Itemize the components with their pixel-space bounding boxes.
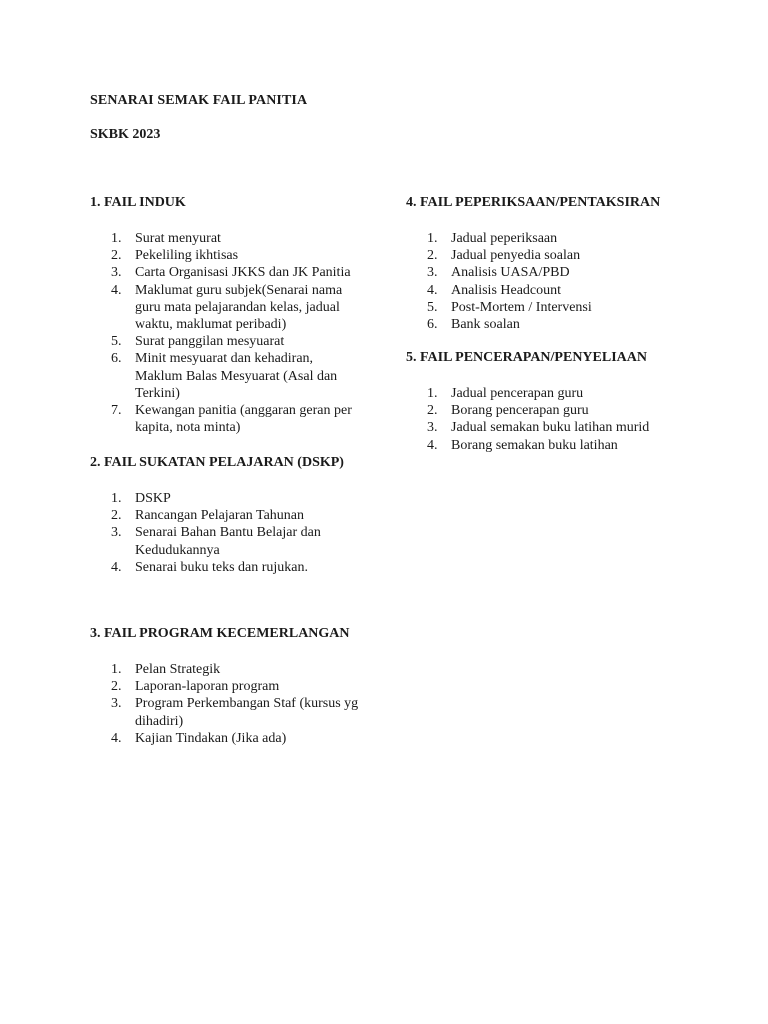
item-text: Carta Organisasi JKKS dan JK Panitia — [135, 265, 351, 281]
item-number: 3. — [427, 265, 438, 281]
list-item — [90, 695, 380, 729]
list-item — [90, 661, 380, 678]
item-text: Borang pencerapan guru — [451, 403, 589, 419]
item-text: Surat menyurat — [135, 231, 221, 246]
item-number: 4. — [427, 282, 438, 298]
item-text: Minit mesyuarat dan kehadiran, Maklum Balas Mesyuarat (Asal dan Terkini) — [135, 351, 338, 401]
list-item — [406, 264, 736, 281]
item-text: Jadual penyedia soalan — [451, 248, 581, 264]
section-fail-peperiksaan — [406, 194, 736, 333]
list-item — [406, 247, 736, 264]
section-fail-induk — [90, 194, 380, 436]
item-number: 2. — [111, 508, 122, 524]
list-item — [406, 402, 736, 419]
item-number: 3. — [111, 696, 122, 712]
item-text: Program Perkembangan Staf (kursus yg dihadiri) — [135, 696, 359, 729]
list-item — [406, 230, 736, 247]
list-item — [406, 437, 736, 454]
item-number: 1. — [111, 231, 122, 246]
list-item — [90, 402, 380, 436]
item-text: Pelan Strategik — [135, 662, 221, 677]
section-fail-sukatan-pelajaran — [90, 454, 380, 576]
item-text: Jadual pencerapan guru — [451, 386, 584, 401]
item-text: Rancangan Pelajaran Tahunan — [135, 508, 305, 524]
item-number: 4. — [111, 559, 122, 575]
item-number: 2. — [427, 248, 438, 264]
section-heading: 1. FAIL INDUK — [90, 195, 186, 210]
list-item — [406, 299, 736, 316]
list-item — [90, 230, 380, 247]
list-item — [90, 264, 380, 281]
item-text: Surat panggilan mesyuarat — [135, 334, 285, 350]
section-heading: 5. FAIL PENCERAPAN/PENYELIAAN — [406, 350, 647, 365]
item-number: 5. — [427, 299, 438, 315]
item-text: Analisis UASA/PBD — [451, 265, 570, 281]
checklist — [406, 385, 736, 454]
item-number: 1. — [427, 386, 438, 401]
list-item — [90, 247, 380, 264]
item-number: 6. — [111, 351, 122, 367]
item-text: Maklumat guru subjek(Senarai nama guru mata pelajarandan kelas, jadual waktu, maklumat peribadi) — [135, 282, 343, 333]
item-number: 4. — [111, 730, 122, 746]
item-text: Bank soalan — [451, 317, 520, 333]
list-item — [406, 282, 736, 299]
item-text: Senarai buku teks dan rujukan. — [135, 559, 309, 575]
item-number: 3. — [111, 525, 122, 541]
checklist — [90, 230, 380, 436]
item-number: 1. — [111, 491, 122, 506]
item-number: 7. — [111, 403, 122, 419]
item-number: 1. — [427, 231, 438, 246]
section-fail-program-kecemerlangan — [90, 625, 380, 747]
document-subtitle: SKBK 2023 — [90, 127, 161, 142]
item-number: 2. — [111, 248, 122, 264]
checklist — [90, 490, 380, 576]
list-item — [90, 490, 380, 507]
list-item — [90, 678, 380, 695]
section-heading: 3. FAIL PROGRAM KECEMERLANGAN — [90, 626, 350, 641]
item-text: Jadual semakan buku latihan murid — [451, 420, 650, 436]
list-item — [406, 419, 736, 436]
list-item — [406, 316, 736, 333]
item-number: 4. — [427, 437, 438, 453]
list-item — [90, 507, 380, 524]
item-number: 5. — [111, 334, 122, 350]
item-text: Post-Mortem / Intervensi — [451, 299, 592, 315]
checklist — [90, 661, 380, 747]
item-text: DSKP — [135, 491, 171, 506]
item-text: Senarai Bahan Bantu Belajar dan Kedudukannya — [135, 525, 321, 558]
item-number: 1. — [111, 662, 122, 677]
item-text: Pekeliling ikhtisas — [135, 248, 239, 264]
item-number: 4. — [111, 282, 122, 298]
item-number: 3. — [427, 420, 438, 436]
item-text: Laporan-laporan program — [135, 679, 280, 695]
item-text: Analisis Headcount — [451, 282, 562, 298]
list-item — [90, 730, 380, 747]
item-text: Kewangan panitia (anggaran geran per kapita, nota minta) — [135, 403, 352, 436]
document-title: SENARAI SEMAK FAIL PANITIA — [90, 93, 308, 108]
list-item — [406, 385, 736, 402]
list-item — [90, 559, 380, 576]
list-item — [90, 282, 380, 334]
section-heading: 2. FAIL SUKATAN PELAJARAN (DSKP) — [90, 455, 344, 470]
item-text: Kajian Tindakan (Jika ada) — [135, 730, 287, 746]
list-item — [90, 333, 380, 350]
item-text: Borang semakan buku latihan — [451, 437, 618, 453]
section-fail-pencerapan — [406, 349, 736, 454]
list-item — [90, 524, 380, 558]
item-number: 6. — [427, 317, 438, 333]
item-number: 3. — [111, 265, 122, 281]
checklist — [406, 230, 736, 333]
item-number: 2. — [111, 679, 122, 695]
section-heading: 4. FAIL PEPERIKSAAN/PENTAKSIRAN — [406, 195, 661, 210]
item-text: Jadual peperiksaan — [451, 231, 558, 246]
list-item — [90, 350, 380, 402]
item-number: 2. — [427, 403, 438, 419]
